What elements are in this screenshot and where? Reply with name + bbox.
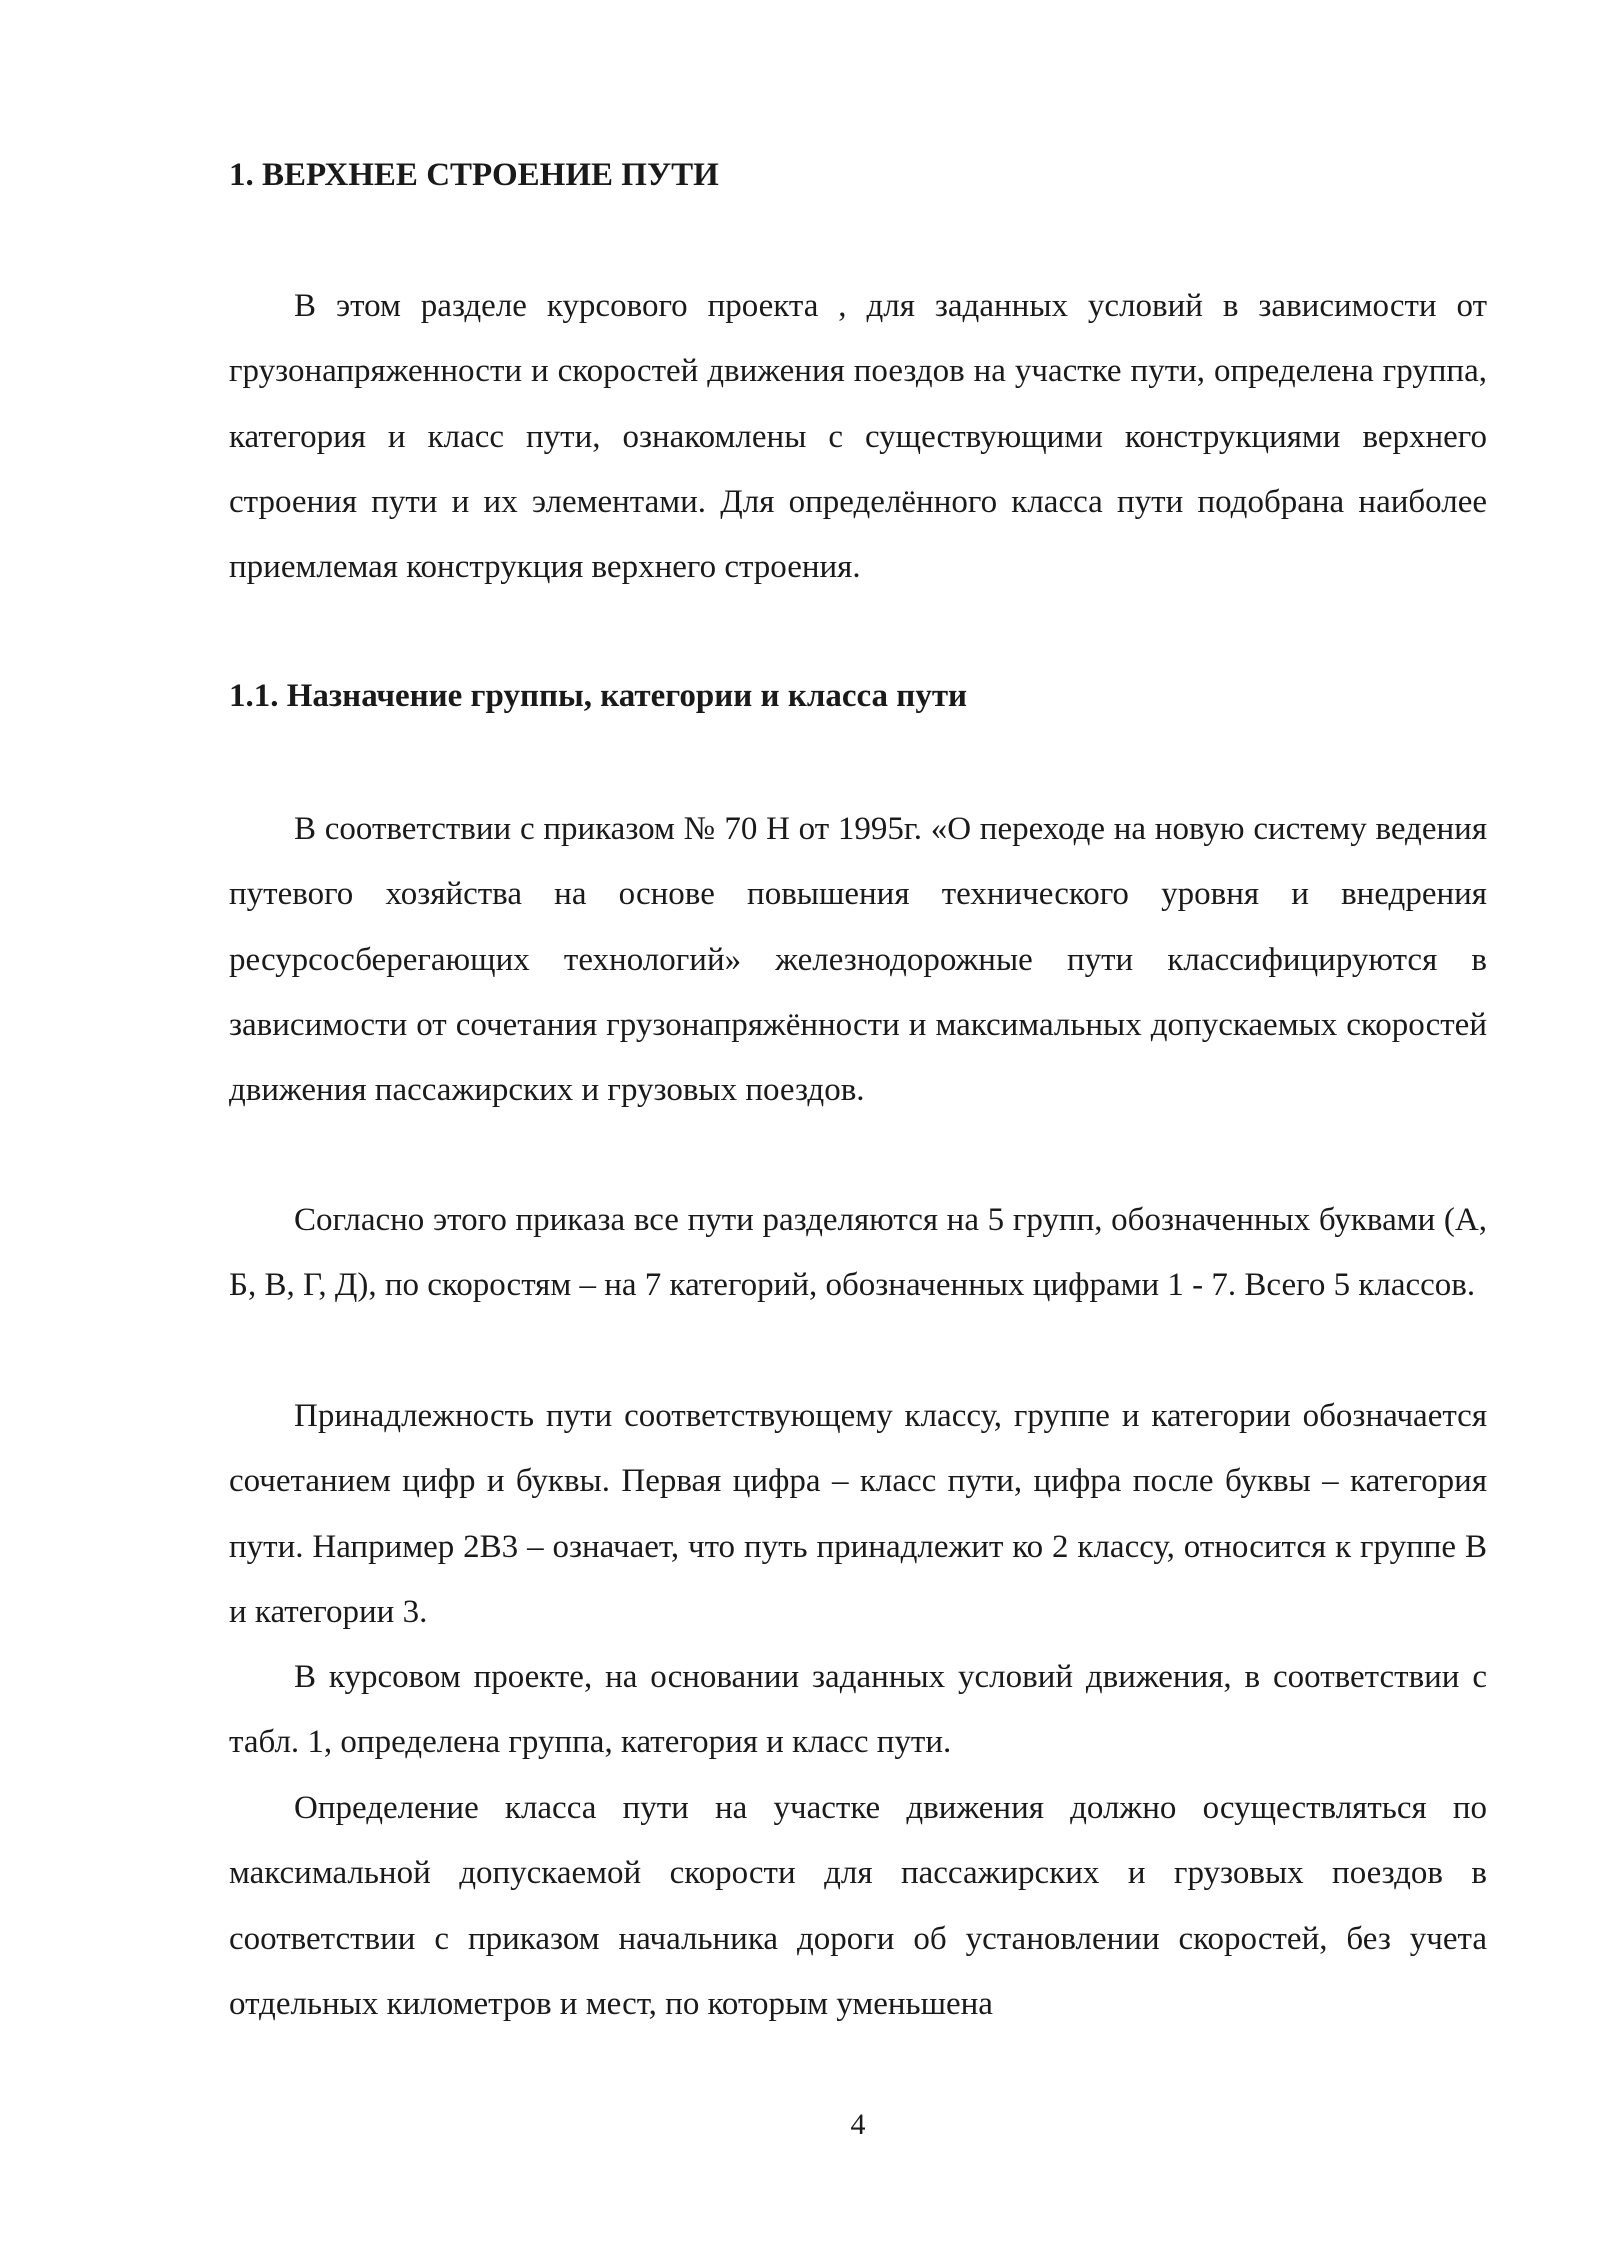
page-number: 4 xyxy=(850,2108,866,2141)
intro-paragraph: В этом разделе курсового проекта , для заданных условий в зависимости от грузонапряженности и скоростей движения поездов на участке пути, определена группа, категория и класс пути, ознакомлены с существующими конструкциями верхнего строения пути и их элементами. Для определённого класса пути подобрана наиболее приемлемая конструкция верхнего строения. xyxy=(229,288,1487,586)
paragraph-course-project: В курсовом проекте, на основании заданных условий движения, в соответствии с табл. 1, определена группа, категория и класс пути. xyxy=(229,1659,1487,1761)
paragraph-order-70n: В соответствии с приказом № 70 Н от 1995г. «О переходе на новую систему ведения путевого хозяйства на основе повышения технического уровня и внедрения ресурсосберегающих технологий» железнодорожные пути классифицируются в зависимости от сочетания грузонапряжённости и максимальных допускаемых скоростей движения пассажирских и грузовых поездов. xyxy=(229,811,1487,1109)
subsection-heading: 1.1. Назначение группы, категории и класса пути xyxy=(229,678,968,714)
section-heading: 1. ВЕРХНЕЕ СТРОЕНИЕ ПУТИ xyxy=(229,157,719,193)
paragraph-groups-categories: Согласно этого приказа все пути разделяются на 5 групп, обозначенных буквами (А, Б, В, Г, Д), по скоростям – на 7 категорий, обозначенных цифрами 1 - 7. Всего 5 классов. xyxy=(229,1202,1487,1304)
paragraph-class-notation: Принадлежность пути соответствующему классу, группе и категории обозначается сочетанием цифр и буквы. Первая цифра – класс пути, цифра после буквы – категория пути. Например 2В3 – означает, что путь принадлежит ко 2 классу, относится к группе В и категории 3. xyxy=(229,1398,1487,1630)
paragraph-class-definition: Определение класса пути на участке движения должно осуществляться по максимальной допускаемой скорости для пассажирских и грузовых поездов в соответствии с приказом начальника дороги об установлении скоростей, без учета отдельных километров и мест, по которым уменьшена xyxy=(229,1790,1487,2022)
